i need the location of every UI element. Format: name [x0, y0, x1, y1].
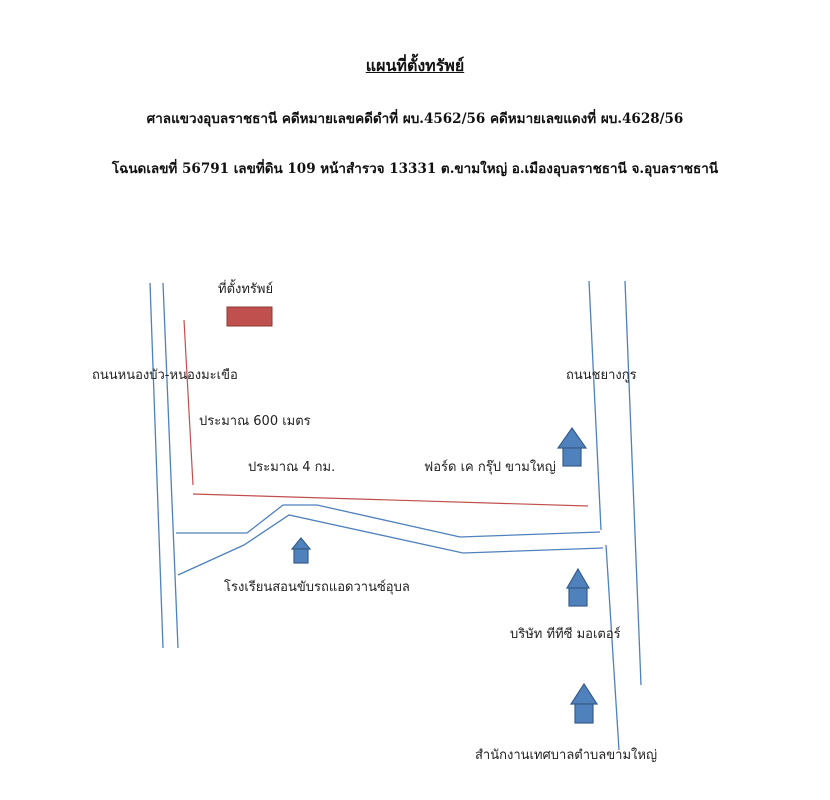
ttc-motor-marker-icon	[567, 569, 589, 606]
property-label: ที่ตั้งทรัพย์	[218, 282, 274, 297]
route-line	[184, 320, 588, 506]
municipal-office-marker-icon	[571, 684, 597, 723]
road-left	[150, 283, 178, 648]
road-right	[589, 281, 641, 750]
driving-school-marker-icon	[292, 538, 310, 563]
road-connector	[176, 505, 603, 575]
distance-600-label: ประมาณ 600 เมตร	[199, 414, 311, 429]
driving-school-label: โรงเรียนสอนขับรถแอดวานซ์อุบล	[224, 580, 410, 595]
distance-4km-label: ประมาณ 4 กม.	[248, 460, 336, 475]
ford-label: ฟอร์ด เค กรุ๊ป ขามใหญ่	[424, 460, 556, 475]
road-left-label: ถนนหนองบัว-หนองมะเขือ	[92, 368, 238, 383]
ttc-motor-label: บริษัท ทีทีซี มอเตอร์	[510, 627, 621, 642]
property-marker	[227, 307, 272, 326]
title-deed-line: โฉนดเลขที่ 56791 เลขที่ดิน 109 หน้าสำรวจ 13331 ต.ขามใหญ่ อ.เมืองอุบลราชธานี จ.อุบลราชธานี	[111, 161, 719, 177]
page-title: แผนที่ตั้งทรัพย์	[365, 56, 465, 75]
road-right-label: ถนนชยางกูร	[566, 368, 637, 383]
case-number-line: ศาลแขวงอุบลราชธานี คดีหมายเลขคดีดำที่ ผบ.4562/56 คดีหมายเลขแดงที่ ผบ.4628/56	[146, 111, 684, 127]
municipal-office-label: สำนักงานเทศบาลตำบลขามใหญ่	[475, 748, 658, 763]
ford-marker-icon	[558, 428, 586, 466]
